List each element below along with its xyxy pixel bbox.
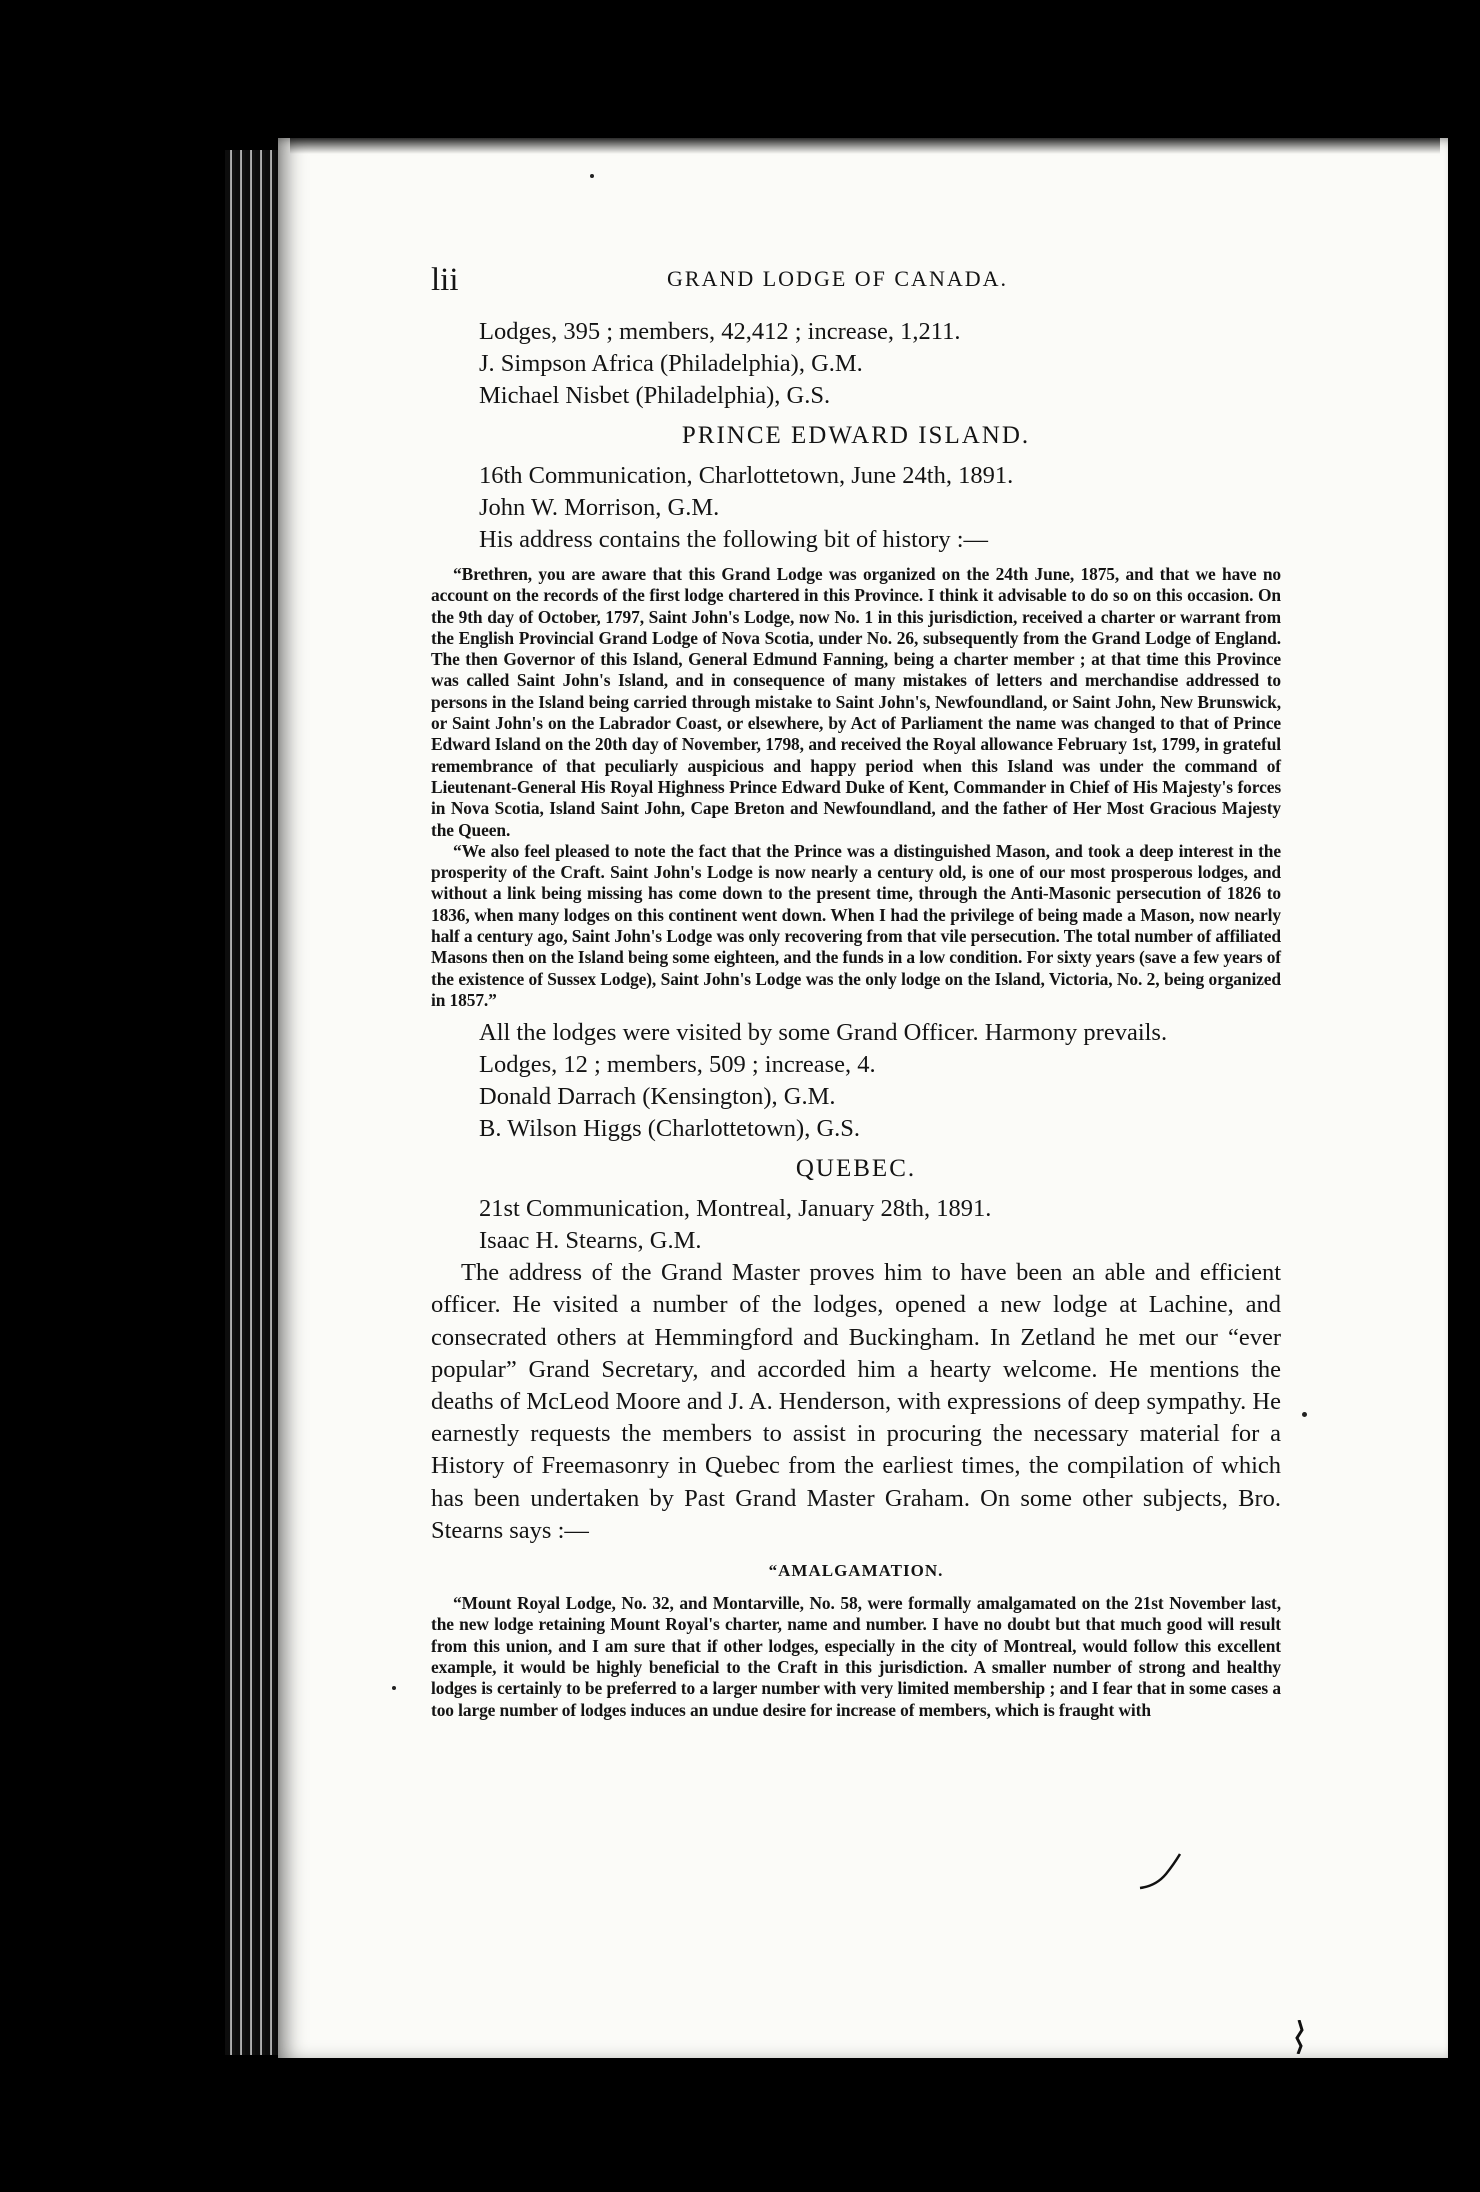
quebec-quote: [431, 1593, 1281, 1721]
page-right-border: [1448, 138, 1466, 2058]
quebec-line: 21st Communication, Montreal, January 28th, 1891.: [479, 1195, 992, 1223]
pen-mark: [1138, 1852, 1182, 1892]
pei-closing-line: Donald Darrach (Kensington), G.M.: [479, 1083, 836, 1111]
scan-shadow: [290, 138, 1440, 154]
section-heading-pei: PRINCE EDWARD ISLAND.: [681, 422, 1031, 449]
intro-line: Michael Nisbet (Philadelphia), G.S.: [479, 382, 831, 409]
scan-speck: [590, 174, 594, 178]
intro-line: J. Simpson Africa (Philadelphia), G.M.: [479, 350, 863, 377]
intro-block: [431, 316, 1281, 412]
running-head: GRAND LODGE OF CANADA.: [667, 266, 1008, 291]
book-page-edges: [225, 150, 285, 2055]
pei-line: John W. Morrison, G.M.: [479, 494, 720, 521]
binding-mark: [1293, 2020, 1305, 2054]
intro-line: Lodges, 395 ; members, 42,412 ; increase, 1,211.: [479, 318, 961, 345]
quote-paragraph: “We also feel pleased to note the fact that the Prince was a distinguished Mason, and took a deep interest in the prosperity of the Craft. Saint John's Lodge is now nearly a century old, is one of our most prosperous lodges, and without a link being missing has come down to the present time, through the Anti-Masonic persecution of 1826 to 1836, when many lodges on this continent went down. When I had the privilege of being made a Mason, now nearly half a century ago, Saint John's Lodge was only recovering from that vile persecution. The total number of affiliated Masons then on the Island being some eighteen, and the funds in a low condition. For sixty years (save a few years of the existence of Sussex Lodge), Saint John's Lodge was the only lodge on the Island, Victoria, No. 2, being organized in 1857.”: [431, 840, 1281, 1010]
pei-closing-line: All the lodges were visited by some Grand Officer. Harmony prevails.: [479, 1019, 1168, 1047]
scan-speck: [1302, 1412, 1307, 1417]
page-header: [431, 262, 1059, 302]
pei-line: His address contains the following bit of history :—: [479, 526, 988, 553]
pei-line: 16th Communication, Charlottetown, June 24th, 1891.: [479, 462, 1014, 489]
quote-paragraph: “Brethren, you are aware that this Grand Lodge was organized on the 24th June, 1875, and that we have no account on the records of the first lodge chartered in this Province. I think it advisable to do so on this occasion. On the 9th day of October, 1797, Saint John's Lodge, now No. 1 in this jurisdiction, received a charter or warrant from the English Provincial Grand Lodge of Nova Scotia, under No. 26, subsequently from the Grand Lodge of England. The then Governor of this Island, General Edmund Fanning, being a charter member ; at that time this Province was called Saint John's Island, and in consequence of many mistakes of letters and merchandise addressed to persons in the Island being carried through mistake to Saint John's, Newfoundland, or Saint John, New Brunswick, or Saint John's on the Labrador Coast, or elsewhere, by Act of Parliament the name was changed to that of Prince Edward Island on the 20th day of November, 1798, and received the Royal allowance February 1st, 1799, in grateful remembrance of that peculiarly auspicious and happy period when this Island was under the command of Lieutenant-General His Royal Highness Prince Edward Duke of Kent, Commander in Chief of His Majesty's forces in Nova Scotia, Island Saint John, Cape Breton and Newfoundland, and the father of Her Most Gracious Majesty the Queen.: [431, 564, 1281, 840]
page-number: lii: [431, 262, 459, 298]
amalgamation-heading: “AMALGAMATION.: [768, 1561, 944, 1581]
quote-paragraph: “Mount Royal Lodge, No. 32, and Montarville, No. 58, were formally amalgamated on the 21st November last, the new lodge retaining Mount Royal's charter, name and number. I have no doubt but that much good will result from this union, and I am sure that if other lodges, especially in the city of Montreal, would follow this excellent example, it would be highly beneficial to the Craft in this jurisdiction. A smaller number of strong and healthy lodges is certainly to be preferred to a larger number with very limited membership ; and I fear that in some cases a too large number of lodges induces an undue desire for increase of members, which is fraught with: [431, 1593, 1281, 1720]
page-content: [431, 316, 1281, 1727]
quebec-line: Isaac H. Stearns, G.M.: [479, 1227, 702, 1255]
pei-quote: [431, 564, 1281, 1011]
pei-closing-line: Lodges, 12 ; members, 509 ; increase, 4.: [479, 1051, 876, 1079]
pei-closing-line: B. Wilson Higgs (Charlottetown), G.S.: [479, 1115, 861, 1143]
section-heading-quebec: QUEBEC.: [795, 1155, 917, 1183]
scan-speck: [392, 1686, 396, 1690]
quebec-body: The address of the Grand Master proves him to have been an able and efficient officer. He visited a number of the lodges, opened a new lodge at Lachine, and consecrated others at Hemmingford and Buckingham. In Zetland he met our “ever popular” Grand Secretary, and accorded him a hearty welcome. He mentions the deaths of McLeod Moore and J. A. Henderson, with expressions of deep sympathy. He earnestly requests the members to assist in procuring the necessary material for a History of Freemasonry in Quebec from the earliest times, the compilation of which has been undertaken by Past Grand Master Graham. On some other subjects, Bro. Stearns says :—: [431, 1259, 1281, 1544]
